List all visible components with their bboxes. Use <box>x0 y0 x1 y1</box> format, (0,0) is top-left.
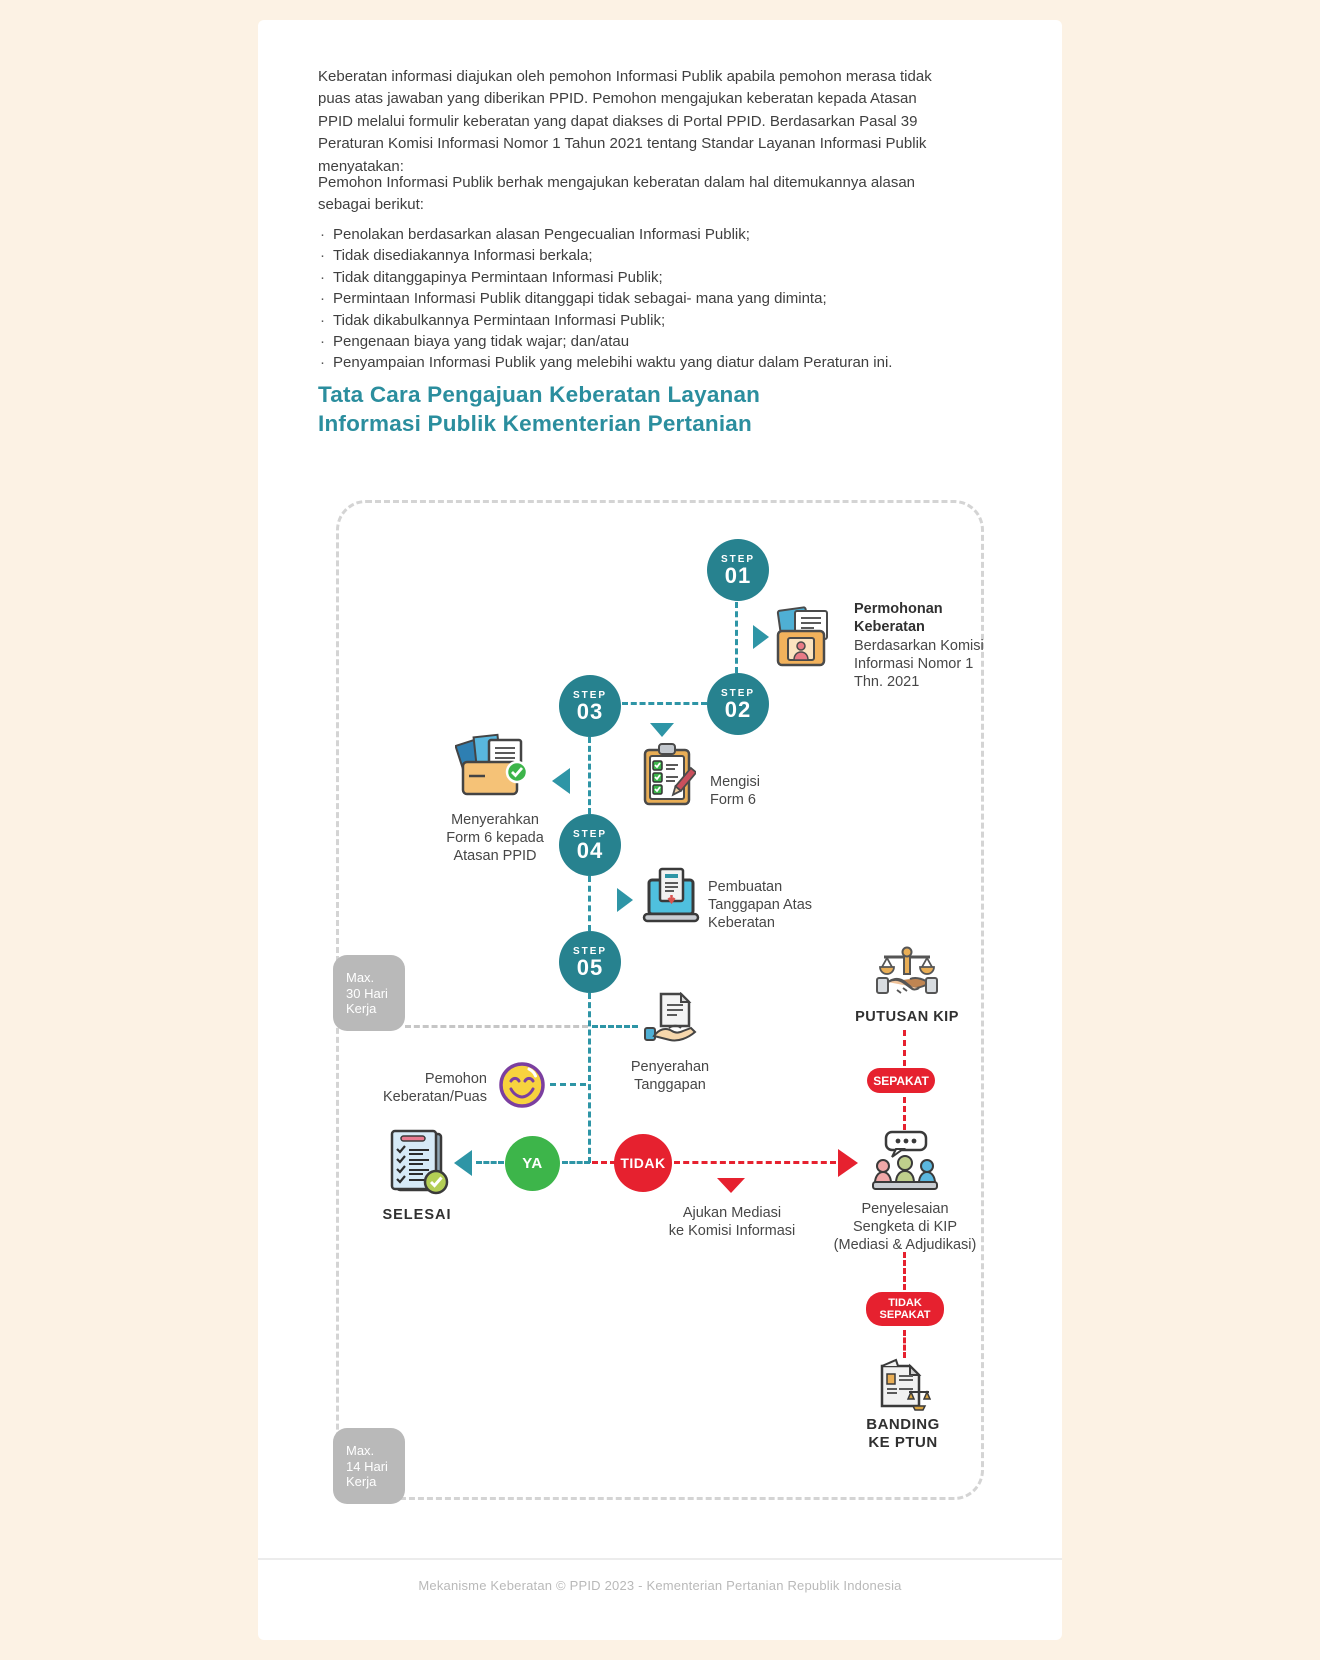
document-scales-icon <box>873 1358 931 1414</box>
scales-handshake-icon <box>875 946 939 1006</box>
list-item-text: Tidak ditanggapinya Permintaan Informasi Publik; <box>333 268 663 286</box>
list-item <box>320 331 960 352</box>
tidak-sepakat-badge: TIDAK SEPAKAT <box>866 1292 944 1326</box>
hand-document-icon <box>643 992 699 1044</box>
dashed-connector <box>550 1083 586 1086</box>
list-item <box>320 352 960 373</box>
duration-max-30: Max. 30 Hari Kerja <box>333 955 405 1031</box>
dashed-connector <box>903 1252 906 1290</box>
bullet-dot-icon: · <box>320 290 325 308</box>
arrow-down-icon <box>717 1178 745 1193</box>
dashed-connector <box>735 602 738 673</box>
step-badge-01: STEP 01 <box>707 539 769 601</box>
list-item <box>320 267 960 288</box>
penyelesaian-label: Penyelesaian Sengketa di KIP (Mediasi & Adjudikasi) <box>833 1201 977 1253</box>
footer-divider <box>258 1558 1062 1560</box>
dashed-connector <box>588 876 591 931</box>
duration-max-14: Max. 14 Hari Kerja <box>333 1428 405 1504</box>
arrow-down-icon <box>650 723 674 737</box>
decision-tidak: TIDAK <box>614 1134 672 1192</box>
reasons-list <box>320 224 960 374</box>
step-badge-03: STEP 03 <box>559 675 621 737</box>
bullet-dot-icon: · <box>320 354 325 372</box>
dashed-connector <box>903 1030 906 1066</box>
arrow-right-icon <box>617 888 633 912</box>
step-badge-04: STEP 04 <box>559 814 621 876</box>
dashed-connector <box>592 1025 638 1028</box>
smiley-face-icon <box>498 1061 546 1109</box>
dashed-connector <box>674 1161 836 1164</box>
list-item <box>320 288 960 309</box>
section-heading: Tata Cara Pengajuan Keberatan Layanan Informasi Publik Kementerian Pertanian <box>318 382 761 436</box>
bullet-dot-icon: · <box>320 226 325 243</box>
rights-paragraph: Pemohon Informasi Publik berhak mengajukan keberatan dalam hal ditemukannya alasan sebagai berikut: <box>318 174 916 214</box>
dashed-connector <box>592 1161 616 1164</box>
checklist-done-icon <box>387 1128 449 1196</box>
dashed-connector <box>903 1097 906 1130</box>
step-badge-05: STEP 05 <box>559 931 621 993</box>
list-item-text: Tidak disediakannya Informasi berkala; <box>333 247 593 265</box>
mengisi-form-label: Mengisi Form 6 <box>710 774 760 808</box>
list-item <box>320 310 960 331</box>
dashed-connector <box>622 702 707 705</box>
list-item-text: Penyampaian Informasi Publik yang melebihi waktu yang diatur dalam Peraturan ini. <box>333 354 893 372</box>
list-item <box>320 245 960 266</box>
laptop-response-icon <box>642 866 700 928</box>
list-item <box>320 224 960 245</box>
folder-submit-icon <box>455 732 533 802</box>
penyerahan-label: Penyerahan Tanggapan <box>630 1059 710 1093</box>
arrow-left-icon <box>454 1150 472 1176</box>
arrow-right-icon <box>753 625 769 649</box>
step-badge-02: STEP 02 <box>707 673 769 735</box>
list-item-text: Tidak dikabulkannya Permintaan Informasi Publik; <box>333 311 666 329</box>
footer-text: Mekanisme Keberatan © PPID 2023 - Kementerian Pertanian Republik Indonesia <box>418 1578 902 1593</box>
permohonan-desc: Berdasarkan Komisi Informasi Nomor 1 Thn. 2021 <box>854 638 984 690</box>
arrow-right-icon <box>838 1149 858 1177</box>
list-item-text: Pengenaan biaya yang tidak wajar; dan/atau <box>333 333 630 351</box>
menyerahkan-label: Menyerahkan Form 6 kepada Atasan PPID <box>446 812 544 864</box>
decision-ya: YA <box>505 1136 560 1191</box>
banding-label: BANDING KE PTUN <box>866 1416 940 1451</box>
sepakat-badge: SEPAKAT <box>867 1068 935 1093</box>
pemohon-label: Pemohon Keberatan/Puas <box>383 1071 487 1105</box>
dashed-connector <box>903 1330 906 1358</box>
arrow-left-icon <box>552 768 570 794</box>
clipboard-form-icon <box>642 742 696 808</box>
permohonan-title: Permohonan Keberatan <box>854 601 943 635</box>
bullet-dot-icon: · <box>320 311 325 329</box>
duration-connector <box>405 1025 588 1028</box>
dashed-connector <box>588 993 591 1163</box>
dashed-connector <box>476 1161 504 1164</box>
page-card <box>258 20 1062 1640</box>
bullet-dot-icon: · <box>320 247 325 265</box>
bullet-dot-icon: · <box>320 268 325 286</box>
ajukan-mediasi-label: Ajukan Mediasi ke Komisi Informasi <box>668 1205 796 1239</box>
bullet-dot-icon: · <box>320 333 325 351</box>
meeting-people-icon <box>871 1130 939 1192</box>
pembuatan-label: Pembuatan Tanggapan Atas Keberatan <box>708 879 813 931</box>
list-item-text: Permintaan Informasi Publik ditanggapi tidak sebagai- mana yang diminta; <box>333 290 827 308</box>
dashed-connector <box>588 737 591 814</box>
putusan-kip-label: PUTUSAN KIP <box>855 1009 959 1025</box>
selesai-label: SELESAI <box>382 1207 452 1223</box>
intro-paragraph: Keberatan informasi diajukan oleh pemohon Informasi Publik apabila pemohon merasa tidak puas atas jawaban yang diberikan PPID. Pemohon mengajukan keberatan kepada Atasan PPID melalui formulir keberatan yang dapat diakses di Portal PPID. Berdasarkan Pasal 39 Peraturan Komisi Informasi Nomor 1 Tahun 2021 tentang Standar Layanan Informasi Publik menyatakan: <box>318 68 932 175</box>
dashed-connector <box>562 1161 590 1164</box>
list-item-text: Penolakan berdasarkan alasan Pengecualian Informasi Publik; <box>333 226 750 243</box>
folder-photo-icon <box>775 605 835 671</box>
